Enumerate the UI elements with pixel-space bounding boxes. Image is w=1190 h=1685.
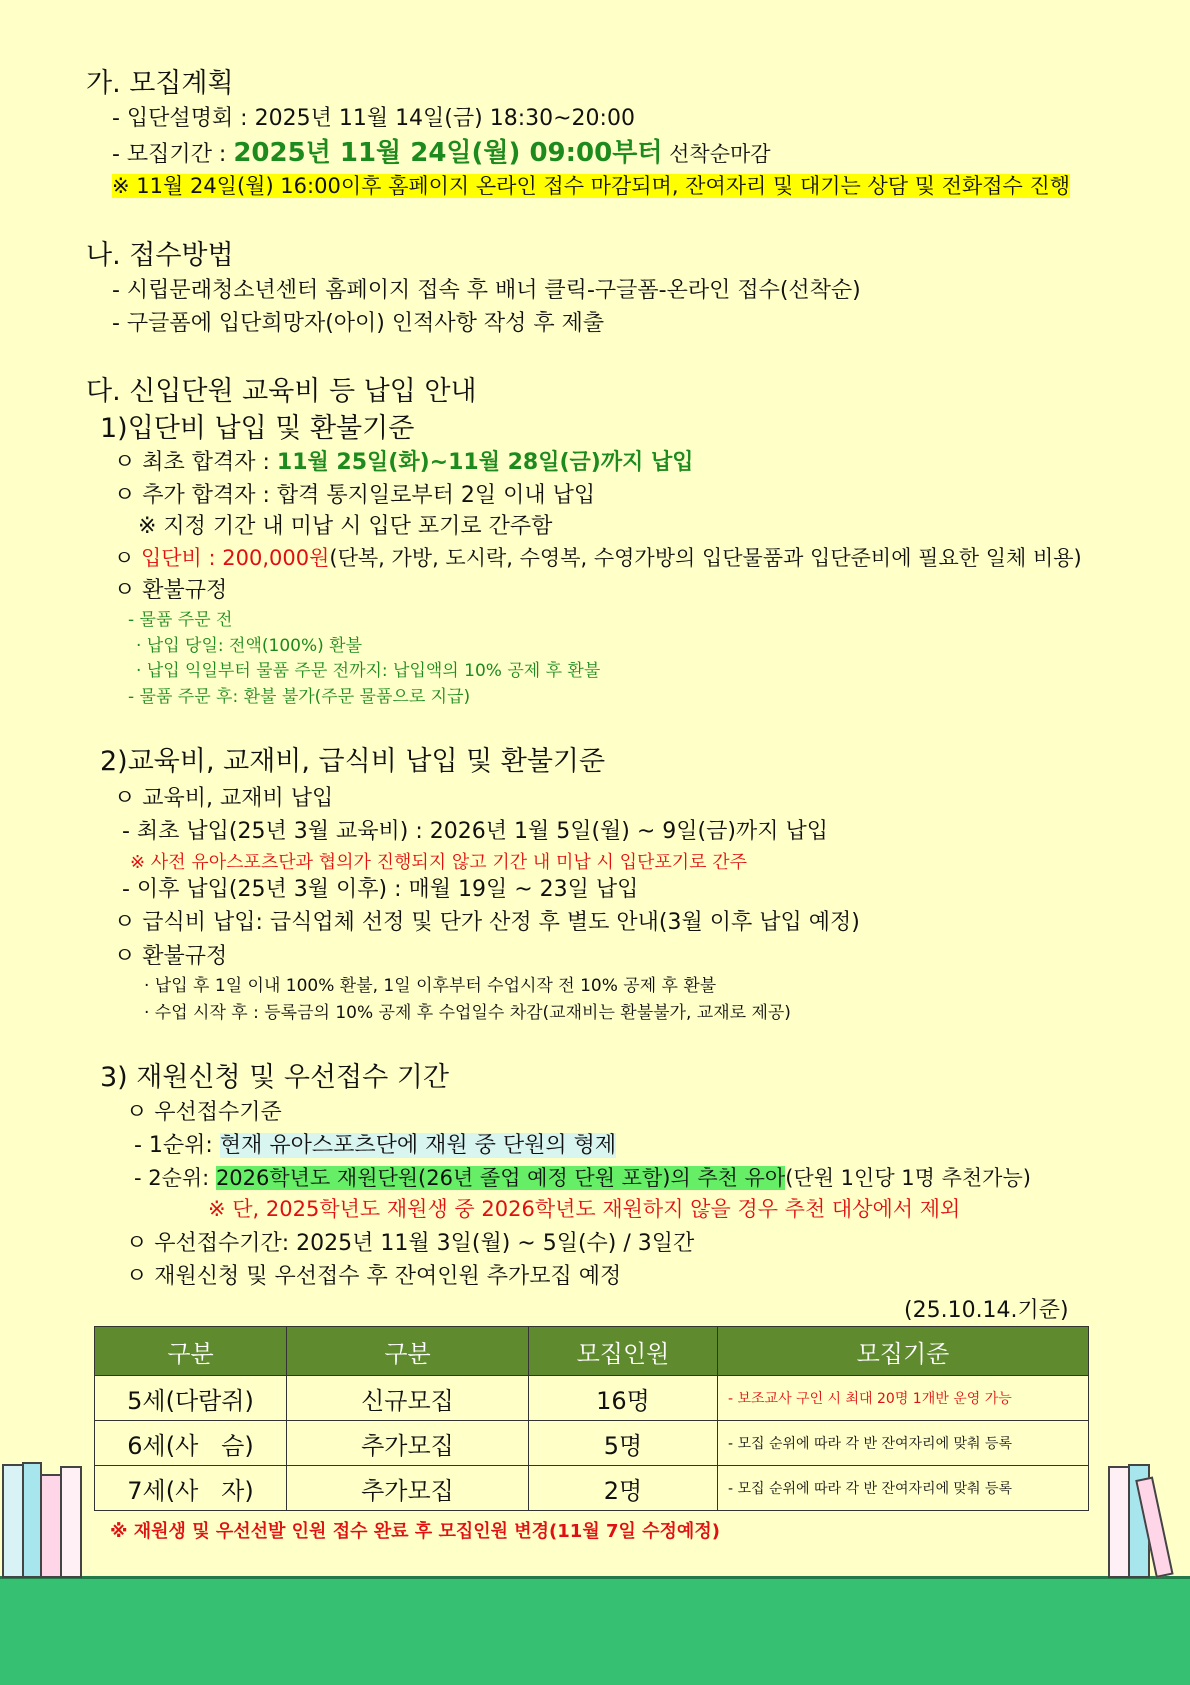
count-cell: 5명 [529,1421,718,1466]
sub1-title: 1)입단비 납입 및 환불기준 [100,413,415,444]
table-row [95,1421,1089,1466]
refund-title-1: ㅇ 환불규정 [114,578,228,603]
table-header-row [95,1327,1089,1376]
meal-payment-line: ㅇ 급식비 납입: 급식업체 선정 및 단가 산정 후 별도 안내(3월 이후 납입 예정) [114,910,860,935]
criteria-cell: - 보조교사 구인 시 최대 20명 1개반 운영 가능 [718,1376,1089,1421]
count-cell: 16명 [529,1376,718,1421]
header-cell: 모집기준 [718,1327,1089,1376]
book-decoration [22,1462,42,1578]
sub3-title: 3) 재원신청 및 우선접수 기간 [100,1062,449,1093]
age-cell: 7세(사 자) [95,1466,287,1511]
rank2-text: 2026학년도 재원단원(26년 졸업 예정 단원 포함)의 추천 유아 [215,1166,786,1190]
entry-fee-desc: (단복, 가방, 도시락, 수영복, 수영가방의 입단물품과 입단준비에 필요한 일체 비용) [329,546,1082,570]
rank2-label: - 2순위: [134,1166,216,1190]
rank1-text: 현재 유아스포츠단에 재원 중 단원의 형제 [219,1133,617,1158]
period-main: 2025년 11월 24일(월) 09:00부터 [233,138,663,168]
deadline-notice-text: ※ 11월 24일(월) 16:00이후 홈페이지 온라인 접수 마감되며, 잔여자리 및 대기는 상담 및 전화접수 진행 [112,174,1071,198]
first-pass-line [114,450,694,476]
refund1-item: - 물품 주문 후: 환불 불가(주문 물품으로 지급) [128,687,471,707]
extra-recruit-line: ㅇ 재원신청 및 우선접수 후 잔여인원 추가모집 예정 [126,1264,622,1289]
additional-pass-line: ㅇ 추가 합격자 : 합격 통지일로부터 2일 이내 납입 [114,483,596,508]
first-payment-line: - 최초 납입(25년 3월 교육비) : 2026년 1월 5일(월) ~ 9일(금)까지 납입 [122,819,828,844]
refund2-item: · 수업 시작 후 : 등록금의 10% 공제 후 수업일수 차감(교재비는 환불불가, 교재로 제공) [144,1003,791,1023]
book-decoration [1108,1466,1130,1578]
rank1-line [134,1133,616,1159]
forfeit-note: ※ 지정 기간 내 미납 시 입단 포기로 간주함 [138,514,553,539]
entry-fee-line [114,546,1082,571]
method-line-1: - 시립문래청소년센터 홈페이지 접속 후 배너 클릭-구글폼-온라인 접수(선착순) [112,278,861,303]
entry-fee-marker: ㅇ [114,546,141,570]
recruitment-table [94,1326,1089,1511]
rank2-note: ※ 단, 2025학년도 재원생 중 2026학년도 재원하지 않을 경우 추천 대상에서 제외 [208,1197,961,1221]
criteria-cell: - 모집 순위에 따라 각 반 잔여자리에 맞춰 등록 [718,1466,1089,1511]
period-suffix: 선착순마감 [662,142,771,166]
refund1-item: · 납입 익일부터 물품 주문 전까지: 납입액의 10% 공제 후 환불 [136,661,601,681]
later-payment-line: - 이후 납입(25년 3월 이후) : 매월 19일 ~ 23일 납입 [122,877,639,902]
table-basis-date: (25.10.14.기준) [904,1298,1069,1323]
period-prefix: - 모집기간 : [112,142,234,167]
refund1-item: - 물품 주문 전 [128,610,233,630]
book-decoration [2,1464,24,1578]
deadline-notice [112,174,1070,199]
age-cell: 5세(다람쥐) [95,1376,287,1421]
tuition-title: ㅇ 교육비, 교재비 납입 [114,786,334,811]
count-cell: 2명 [529,1466,718,1511]
first-payment-note: ※ 사전 유아스포츠단과 협의가 진행되지 않고 기간 내 미납 시 입단포기로 간주 [130,852,748,873]
header-cell: 구분 [95,1327,287,1376]
table-row [95,1466,1089,1511]
section-da-title: 다. 신입단원 교육비 등 납입 안내 [86,376,477,407]
section-na-title: 나. 접수방법 [86,240,234,271]
rank2-suffix: (단원 1인당 1명 추천가능) [785,1166,1031,1190]
age-cell: 6세(사 슴) [95,1421,287,1466]
rank1-label: - 1순위: [134,1133,220,1158]
header-cell: 모집인원 [529,1327,718,1376]
entry-fee-amount: 입단비 : 200,000원 [140,546,330,570]
method-line-2: - 구글폼에 입단희망자(아이) 인적사항 작성 후 제출 [112,311,605,336]
table-row [95,1376,1089,1421]
ground-decoration [0,1576,1190,1685]
first-pass-prefix: ㅇ 최초 합격자 : [114,450,277,475]
book-decoration [40,1474,62,1578]
priority-period-line: ㅇ 우선접수기간: 2025년 11월 3일(월) ~ 5일(수) / 3일간 [126,1231,695,1256]
briefing-line: - 입단설명회 : 2025년 11월 14일(금) 18:30~20:00 [112,106,635,131]
header-cell: 구분 [287,1327,529,1376]
refund1-item: · 납입 당일: 전액(100%) 환불 [136,636,362,656]
sub2-title: 2)교육비, 교재비, 급식비 납입 및 환불기준 [100,746,606,777]
type-cell: 추가모집 [287,1421,529,1466]
rank2-line [134,1166,1031,1191]
refund-title-2: ㅇ 환불규정 [114,944,228,969]
refund2-item: · 납입 후 1일 이내 100% 환불, 1일 이후부터 수업시작 전 10% 공제 후 환불 [144,976,717,996]
type-cell: 추가모집 [287,1466,529,1511]
table-footnote: ※ 재원생 및 우선선발 인원 접수 완료 후 모집인원 변경(11월 7일 수정예정) [110,1521,720,1542]
criteria-cell: - 모집 순위에 따라 각 반 잔여자리에 맞춰 등록 [718,1421,1089,1466]
section-ga-title: 가. 모집계획 [86,68,234,99]
first-pass-period: 11월 25일(화)~11월 28일(금)까지 납입 [276,450,694,475]
period-line [112,138,771,169]
type-cell: 신규모집 [287,1376,529,1421]
book-decoration [60,1466,82,1578]
priority-criteria-title: ㅇ 우선접수기준 [126,1100,282,1125]
